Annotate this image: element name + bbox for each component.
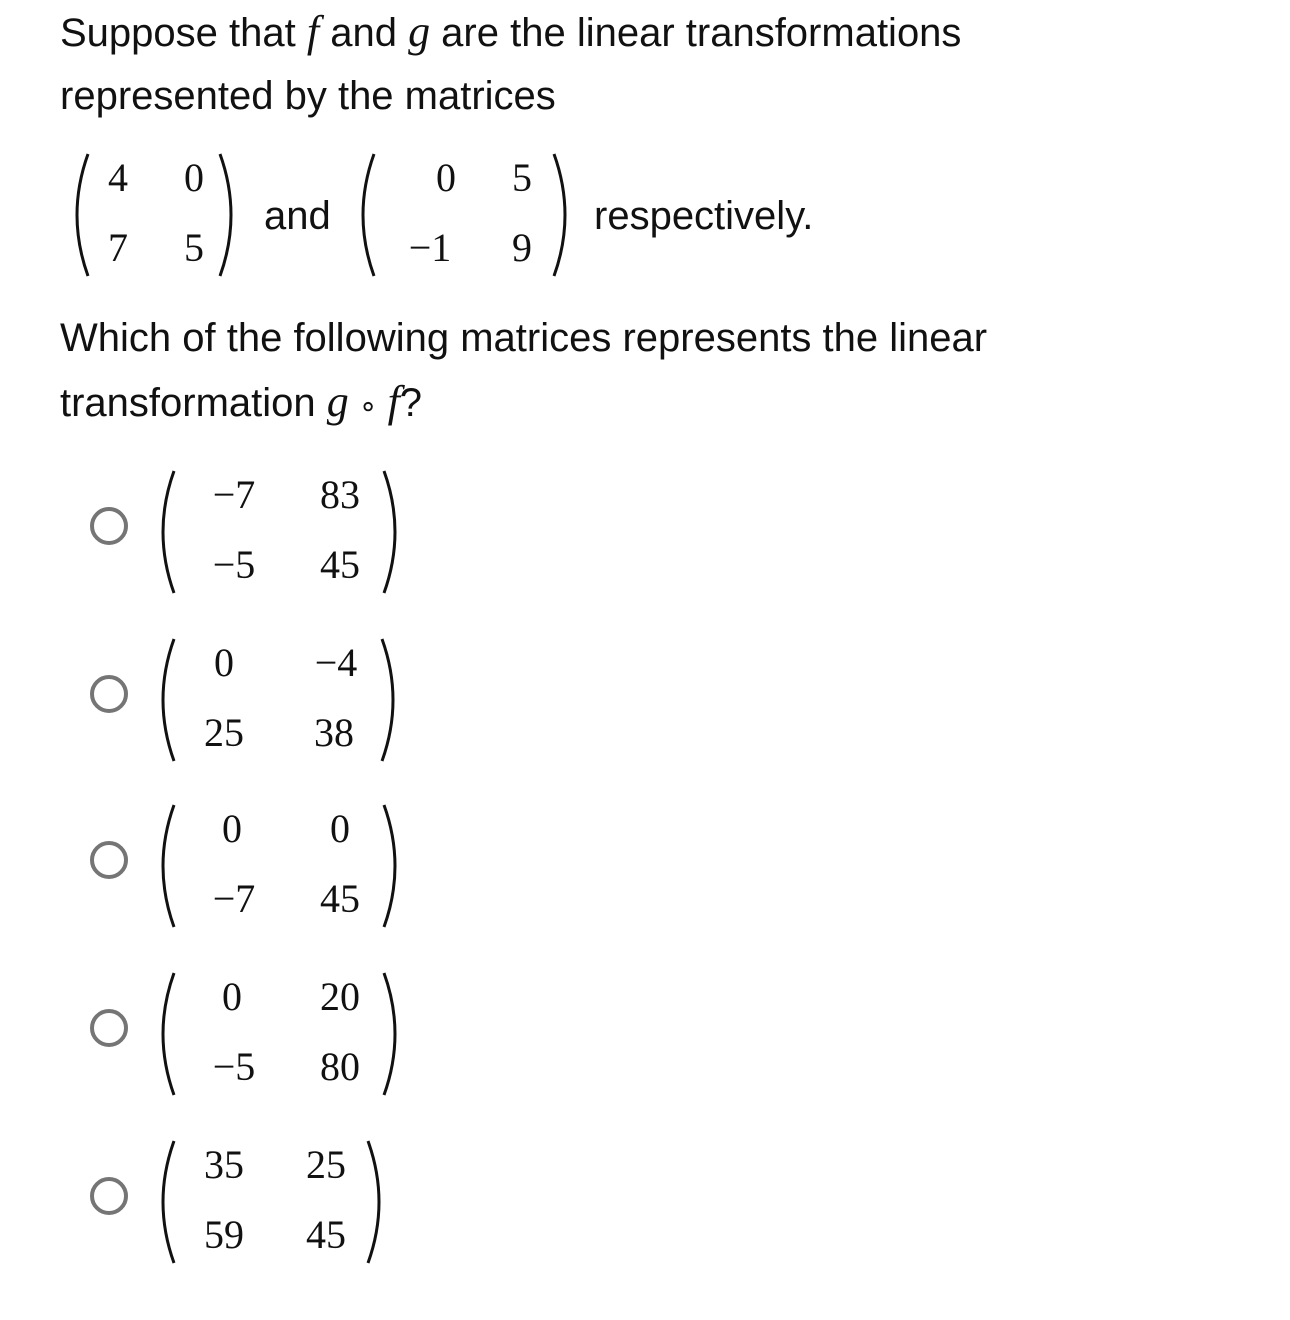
prompt-line-2-text: transformation — [60, 381, 327, 425]
intro-text-2: are the linear transformations — [430, 11, 962, 55]
matrix-f — [64, 150, 244, 280]
option-2-cell-0-0: 0 — [214, 640, 234, 685]
option-3-left-paren — [150, 801, 180, 931]
option-3-matrix — [150, 801, 410, 931]
prompt-line-2 — [60, 378, 422, 431]
variable-g: g — [408, 7, 431, 56]
option-3-cell-1-1: 45 — [320, 876, 360, 921]
matrix-g-left-paren — [350, 150, 380, 280]
composition-operator: ∘ — [358, 389, 378, 424]
option-4-left-paren — [150, 969, 180, 1099]
answer-option-5[interactable] — [0, 1132, 600, 1282]
matrix-f-cell-0-1: 0 — [184, 155, 204, 200]
option-3-cell-1-0: −7 — [212, 876, 256, 921]
option-3-right-paren — [378, 801, 408, 931]
question-intro-line-2 — [60, 72, 556, 120]
option-4-radio[interactable] — [90, 1009, 128, 1047]
option-4-cell-0-0: 0 — [222, 974, 242, 1019]
option-1-cell-1-1: 45 — [320, 542, 360, 587]
option-2-cell-1-1: 38 — [314, 710, 354, 755]
question-intro-line-1 — [60, 8, 961, 57]
option-2-radio[interactable] — [90, 675, 128, 713]
option-1-cell-1-0: −5 — [212, 542, 256, 587]
matrix-g-right-paren — [548, 150, 578, 280]
answer-option-3[interactable] — [0, 796, 600, 946]
intro-line-2-text: represented by the matrices — [60, 74, 556, 118]
option-4-cell-1-0: −5 — [212, 1044, 256, 1089]
option-5-right-paren — [362, 1137, 392, 1267]
matrix-f-cell-0-0: 4 — [108, 155, 128, 200]
matrix-f-cell-1-1: 5 — [184, 225, 204, 270]
option-5-left-paren — [150, 1137, 180, 1267]
answer-option-2[interactable] — [0, 630, 600, 780]
compose-variable-f: f — [387, 377, 400, 426]
variable-f: f — [306, 7, 320, 56]
matrix-g-cell-0-1: 5 — [512, 155, 532, 200]
prompt-line-1 — [60, 314, 987, 362]
matrix-g-cell-0-0: 0 — [436, 155, 456, 200]
option-5-matrix — [150, 1137, 410, 1267]
option-4-right-paren — [378, 969, 408, 1099]
option-4-matrix — [150, 969, 410, 1099]
compose-variable-g: g — [326, 377, 349, 426]
matrix-g-cell-1-1: 9 — [512, 225, 532, 270]
option-5-cell-1-1: 45 — [306, 1212, 346, 1257]
option-2-matrix — [150, 635, 410, 765]
option-2-cell-1-0: 25 — [204, 710, 244, 755]
option-1-right-paren — [378, 467, 408, 597]
option-4-cell-0-1: 20 — [320, 974, 360, 1019]
option-1-cell-0-0: −7 — [212, 472, 256, 517]
respectively-label: respectively. — [594, 194, 814, 238]
option-4-cell-1-1: 80 — [320, 1044, 360, 1089]
option-1-matrix — [150, 467, 410, 597]
answer-option-4[interactable] — [0, 964, 600, 1114]
option-3-cell-0-0: 0 — [222, 806, 242, 851]
prompt-line-1-text: Which of the following matrices represents the linear — [60, 316, 988, 360]
option-1-left-paren — [150, 467, 180, 597]
intro-and-text: and — [319, 11, 409, 55]
option-5-radio[interactable] — [90, 1177, 128, 1215]
option-1-cell-0-1: 83 — [320, 472, 360, 517]
intro-text: Suppose that — [60, 11, 307, 55]
option-5-cell-0-0: 35 — [204, 1142, 244, 1187]
option-2-right-paren — [376, 635, 406, 765]
answer-option-1[interactable] — [0, 462, 600, 612]
option-3-radio[interactable] — [90, 841, 128, 879]
option-5-cell-1-0: 59 — [204, 1212, 244, 1257]
option-2-left-paren — [150, 635, 180, 765]
option-1-radio[interactable] — [90, 507, 128, 545]
matrix-f-right-paren — [214, 150, 244, 280]
matrix-g — [350, 150, 580, 280]
matrix-f-cell-1-0: 7 — [108, 225, 128, 270]
matrix-g-cell-1-0: −1 — [408, 225, 452, 270]
option-5-cell-0-1: 25 — [306, 1142, 346, 1187]
and-label: and — [264, 194, 331, 238]
option-2-cell-0-1: −4 — [314, 640, 358, 685]
question-mark: ? — [399, 381, 423, 425]
option-3-cell-0-1: 0 — [330, 806, 350, 851]
